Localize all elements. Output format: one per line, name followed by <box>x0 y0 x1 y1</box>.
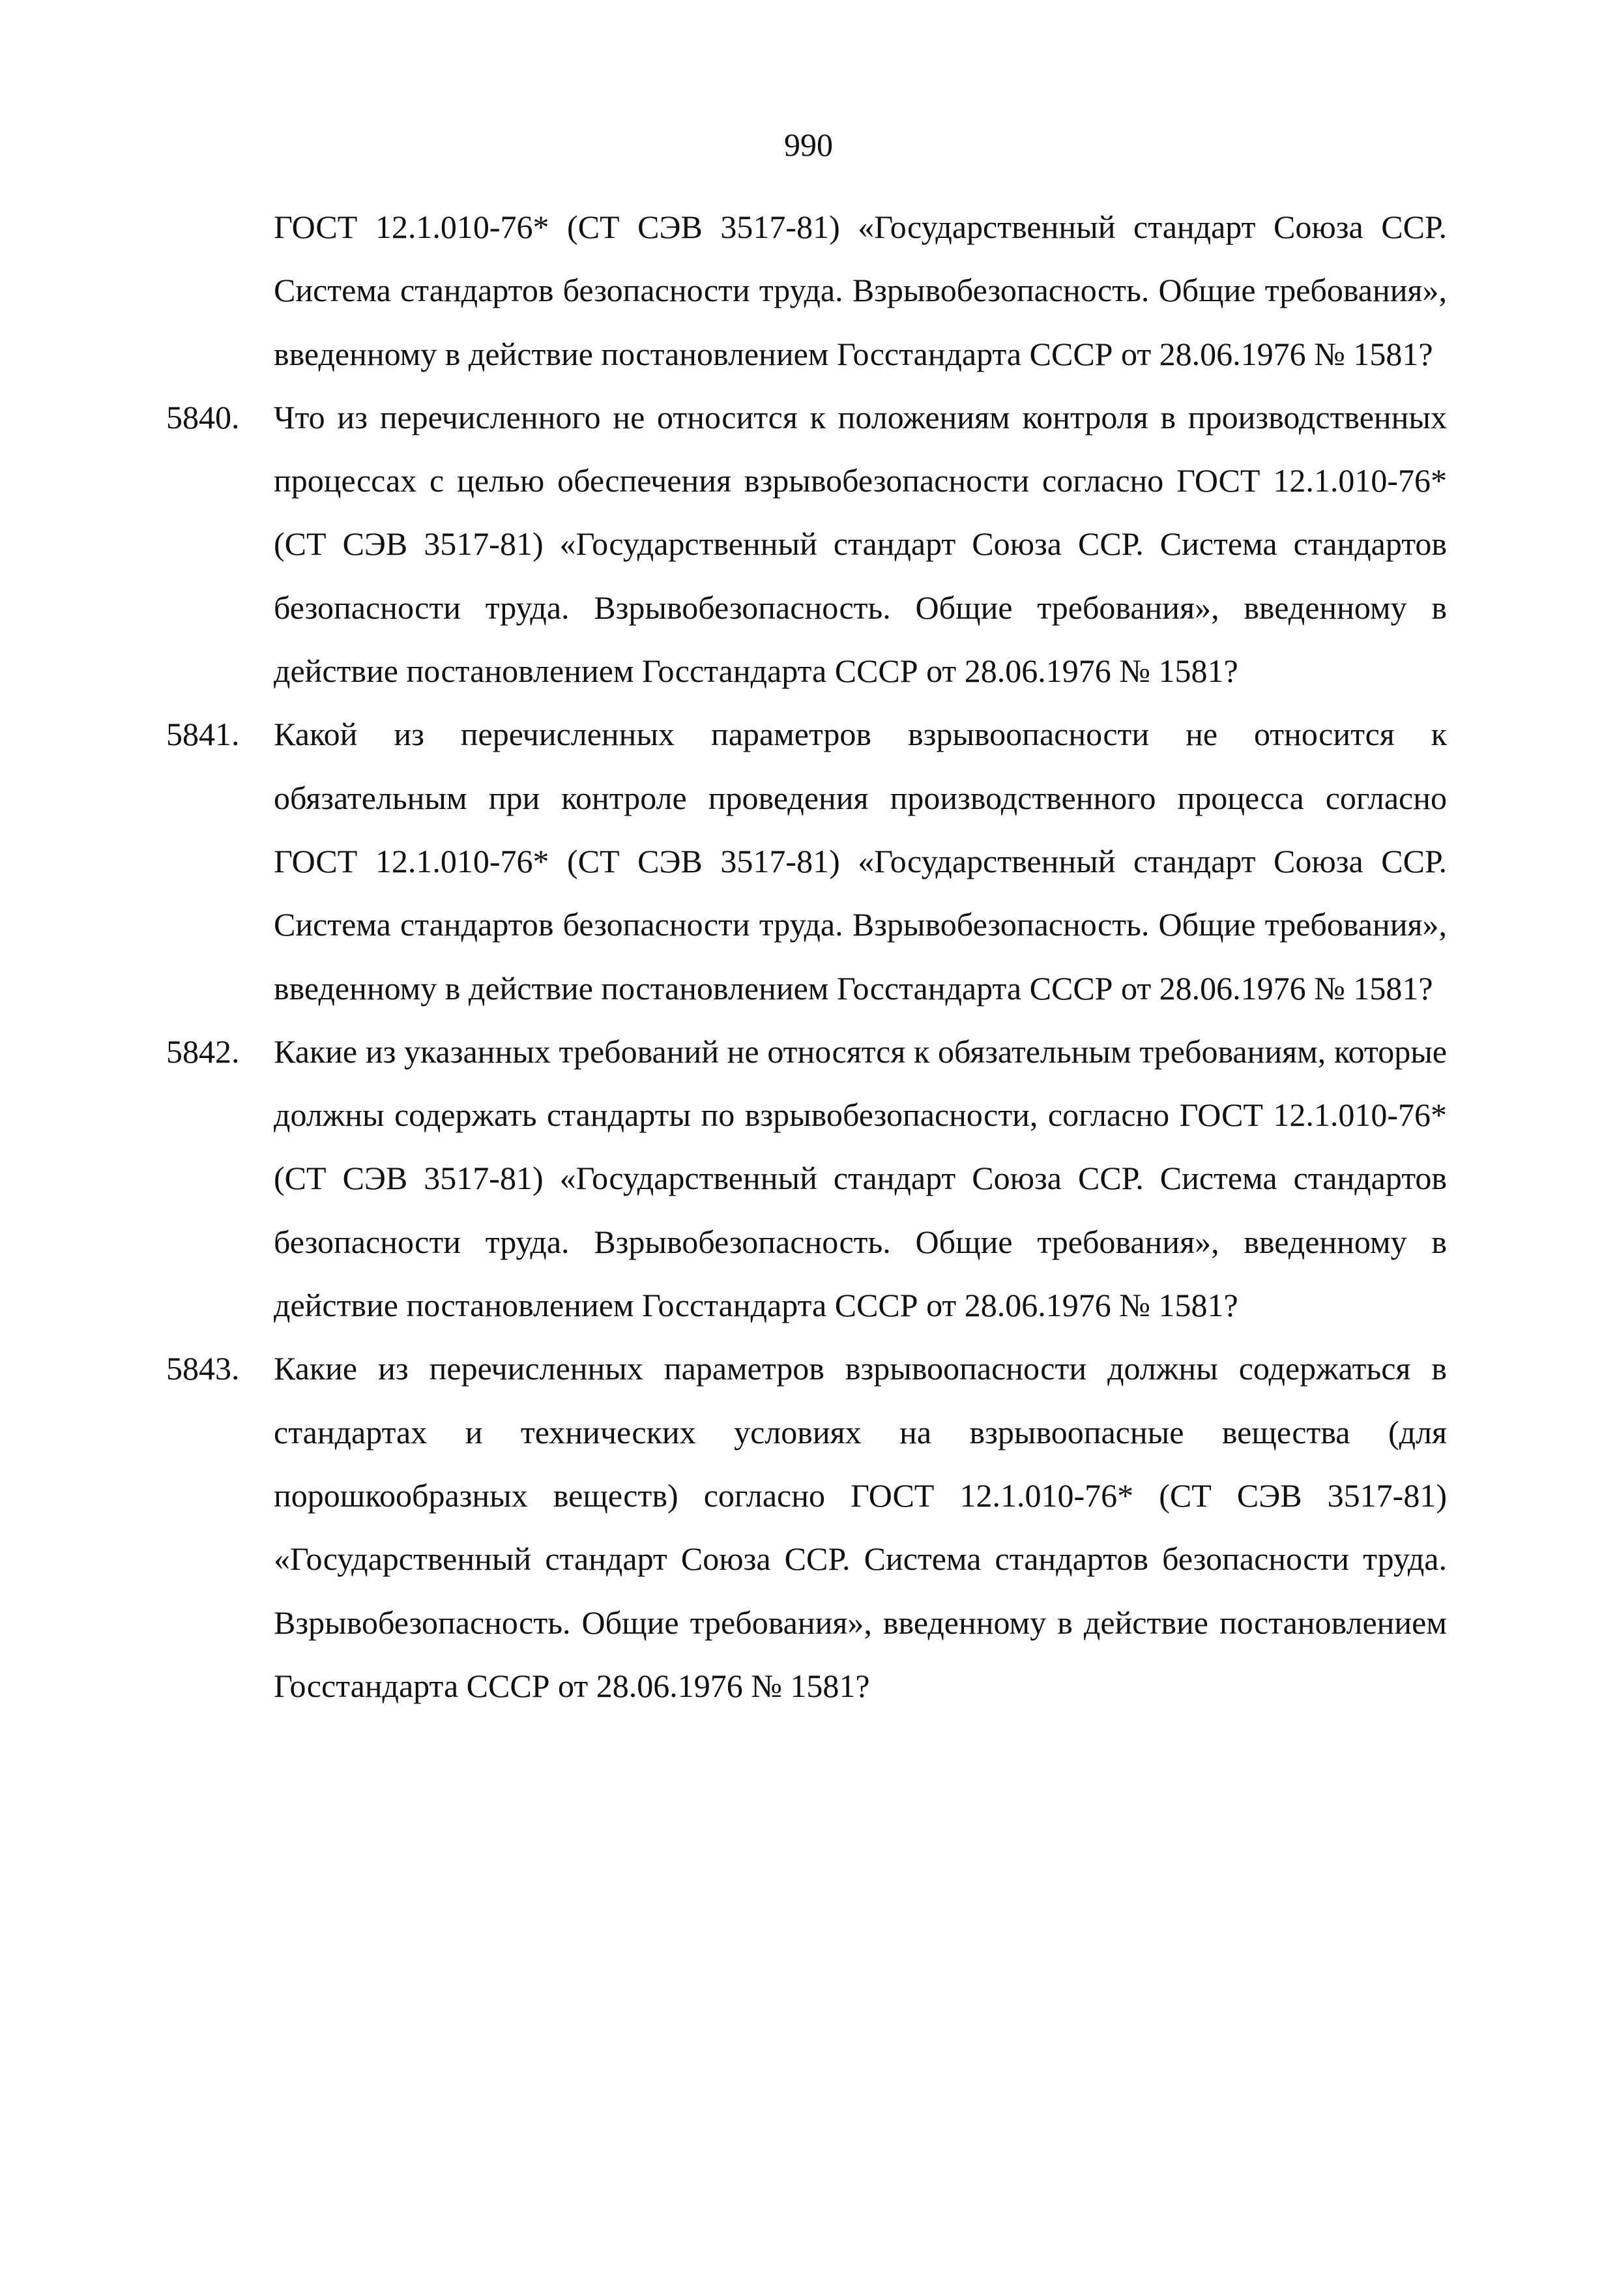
question-number: 5841. <box>166 716 240 753</box>
question-item <box>166 1020 1447 1337</box>
question-item <box>166 1337 1447 1718</box>
question-text: Какие из перечисленных параметров взрывоопасности должны содержаться в стандартах и технических условиях на взрывоопасные вещества (для порошкообразных веществ) согласно ГОСТ 12.1.010-76* (СТ СЭВ 3517-81) «Государственный стандарт Союза ССР. Система стандартов безопасности труда. Взрывобезопасность. Общие требования», введенному в действие постановлением Госстандарта СССР от 28.06.1976 № 1581? <box>274 1350 1447 1704</box>
page-number: 990 <box>784 126 833 163</box>
question-item <box>166 703 1447 1020</box>
question-text: Что из перечисленного не относится к положениям контроля в производственных процессах с целью обеспечения взрывобезопасности согласно ГОСТ 12.1.010-76* (СТ СЭВ 3517-81) «Государственный стандарт Союза ССР. Система стандартов безопасности труда. Взрывобезопасность. Общие требования», введенному в действие постановлением Госстандарта СССР от 28.06.1976 № 1581? <box>274 398 1447 690</box>
question-text: Какой из перечисленных параметров взрывоопасности не относится к обязательным при контроле проведения производственного процесса согласно ГОСТ 12.1.010-76* (СТ СЭВ 3517-81) «Государственный стандарт Союза ССР. Система стандартов безопасности труда. Взрывобезопасность. Общие требования», введенному в действие постановлением Госстандарта СССР от 28.06.1976 № 1581? <box>274 716 1447 1007</box>
question-number: 5840. <box>166 398 240 435</box>
question-item <box>166 386 1447 703</box>
question-number: 5843. <box>166 1350 240 1387</box>
document-body <box>166 196 1447 1718</box>
question-text: Какие из указанных требований не относятся к обязательным требованиям, которые должны содержать стандарты по взрывобезопасности, согласно ГОСТ 12.1.010-76* (СТ СЭВ 3517-81) «Государственный стандарт Союза ССР. Система стандартов безопасности труда. Взрывобезопасность. Общие требования», введенному в действие постановлением Госстандарта СССР от 28.06.1976 № 1581? <box>274 1033 1447 1324</box>
question-number: 5842. <box>166 1033 240 1070</box>
intro-paragraph: ГОСТ 12.1.010-76* (СТ СЭВ 3517-81) «Государственный стандарт Союза ССР. Система стандартов безопасности труда. Взрывобезопасность. Общие требования», введенному в действие постановлением Госстандарта СССР от 28.06.1976 № 1581? <box>274 209 1447 372</box>
